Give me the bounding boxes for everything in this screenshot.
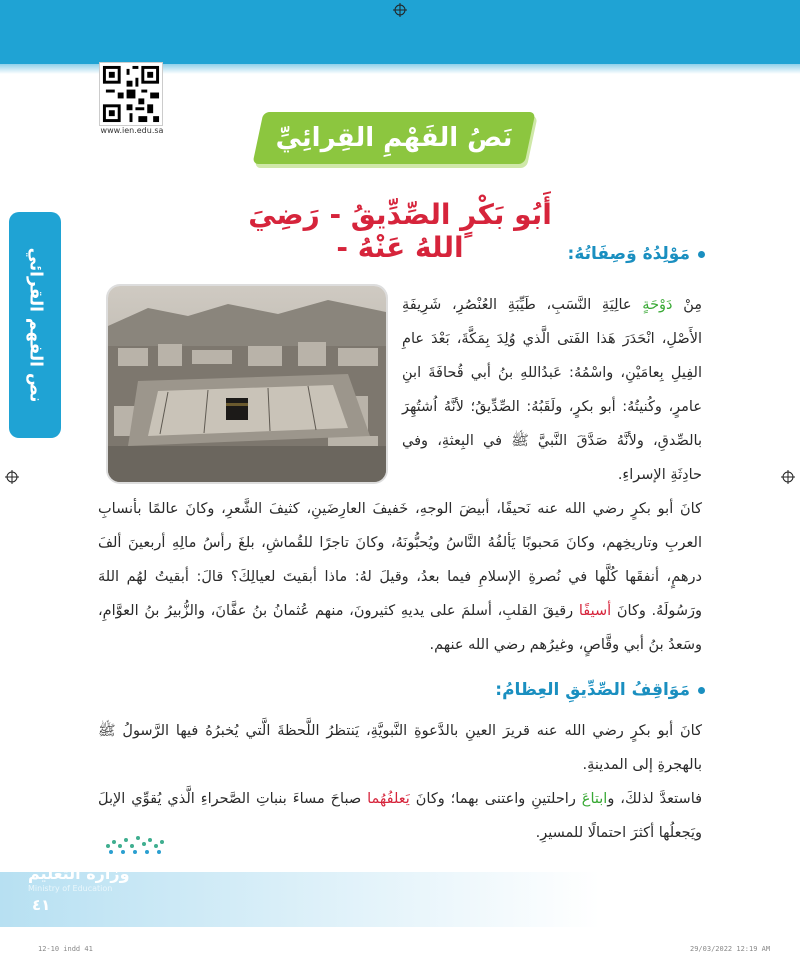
- qr-code[interactable]: [99, 62, 163, 126]
- s2p2-text-a: فاستعدَّ لذلكَ، و: [607, 791, 703, 807]
- qr-url: www.ien.edu.sa: [100, 126, 164, 135]
- print-slug-right: 29/03/2022 12:19 AM: [690, 945, 771, 953]
- registration-mark-icon: [5, 470, 19, 484]
- registration-mark-icon: [393, 3, 407, 17]
- s2p2-highlight-green: ابتاعَ: [581, 791, 608, 807]
- s2p2-text-c: صباحَ مساءَ بنباتِ الصَّحراءِ الَّذي يُقوِّي الإبلَ ويَجعلُها أكثرَ احتمالًا للمسيرِ.: [98, 791, 702, 841]
- intro-rest: عالِيَةِ النَّسَبِ، طَيِّبَةِ العُنْصُرِ، شَرِيفَةِ الأَصْلِ، انْحَدَرَ هَذا الفَتى الَّذي وُلِدَ بِمَكَّةَ، بَعْدَ عامِ الفِيلِ بِعامَيْنِ، واسْمُهُ: عَبدُاللهِ بنُ أبي قُحافَةَ ابنِ عامرٍ، وكُنيتُهُ: أبو بكرٍ، ولَقَبُهُ: الصِّدِّيقُ؛ لأنَّهُ اُشتُهِرَ بالصِّدقِ، ولأنَّهُ صَدَّقَ النَّبيَّ ﷺ في البِعثةِ، وفي حادِثَةِ الإسراءِ.: [402, 297, 702, 483]
- section1-second-paragraph: [98, 492, 702, 662]
- ministry-logo-icon: [100, 826, 170, 860]
- section2-para1-text: كانَ أبو بكرٍ رضي الله عنه قريرَ العينِ بالدَّعوةِ النَّبويَّةِ، يَنتظرُ اللَّحظةَ الَّتي يُخبرُهُ فيها الرَّسولُ ﷺ بالهجرةِ إلى المدينةِ.: [98, 723, 702, 773]
- para2-text-b: رقيقَ القلبِ، أسلمَ على يديهِ كثيرونَ، منهم عُثمانُ بنُ عفَّانَ، والزُّبيرُ بنُ العوَّامِ، وسَعدُ بنُ أبي وقَّاصٍ، وغيرُهم رضي الله عنهم.: [98, 603, 702, 653]
- side-tab-label: نص الفهم القرائي: [25, 247, 45, 403]
- qr-code-icon: [100, 63, 162, 125]
- intro-prefix: مِنْ: [683, 297, 703, 313]
- registration-mark-icon: [781, 470, 795, 484]
- intro-highlight-green: دَوْحَةٍ: [642, 297, 673, 313]
- bullet-icon: [698, 251, 705, 258]
- para2-highlight-red: أسيفًا: [578, 603, 612, 619]
- ministry-name-arabic: وزارة التعليم: [28, 864, 130, 883]
- page-title: نَصُ الفَهْمِ القِرائِيِّ: [275, 123, 513, 153]
- kaaba-photo: [108, 286, 386, 482]
- kaaba-mecca-image-icon: [108, 286, 386, 482]
- section1-heading-text: مَوْلِدُهُ وَصِفَاتُهُ:: [567, 244, 690, 264]
- section1-heading: [568, 244, 705, 264]
- side-tab-label-wrap: [9, 212, 61, 438]
- page-number: ٤١: [32, 896, 51, 914]
- section2-first-paragraph: [98, 714, 702, 782]
- s2p2-highlight-red: يَعلفُهُما: [367, 791, 410, 807]
- section2-second-paragraph: [98, 782, 702, 850]
- s2p2-text-b: راحلتينِ واعتنى بهما؛ وكانَ: [415, 791, 576, 807]
- bullet-icon: [698, 687, 705, 694]
- lesson-title: أَبُو بَكْرٍ الصِّدِّيقُ - رَضِيَ اللهُ عَنْهُ -: [248, 198, 552, 264]
- ministry-name-english: Ministry of Education: [28, 884, 113, 893]
- para2-text-a: كانَ أبو بكرٍ رضي الله عنه نَحيفًا، أبيضَ الوجهِ، خَفيفَ العارِضَينِ، كثيفَ الشَّعرِ، وكانَ عالمًا بأنسابِ العربِ وتاريخِهم، وكانَ مَحبوبًا يَألفُهُ النَّاسُ ويُحبُّونَهُ، وكانَ تاجرًا للقُماشِ، بلغَ رأسُ مالِهِ أربعينَ ألفَ درهمٍ، أنفقَها كُلَّها في نُصرةِ الإسلامِ فيما بعدُ، وقيلَ لهُ: ماذا أبقيتَ لعيالِكَ؟ قالَ: أبقيتُ لهُم اللهَ ورَسُولَهُ. وكانَ: [98, 501, 703, 619]
- section2-heading: [495, 680, 705, 700]
- section1-intro-paragraph: [402, 288, 702, 492]
- print-slug-left: 12-10 indd 41: [38, 945, 93, 953]
- section2-heading-text: مَوَاقِفُ الصِّدِّيقِ العِظامُ:: [495, 680, 690, 700]
